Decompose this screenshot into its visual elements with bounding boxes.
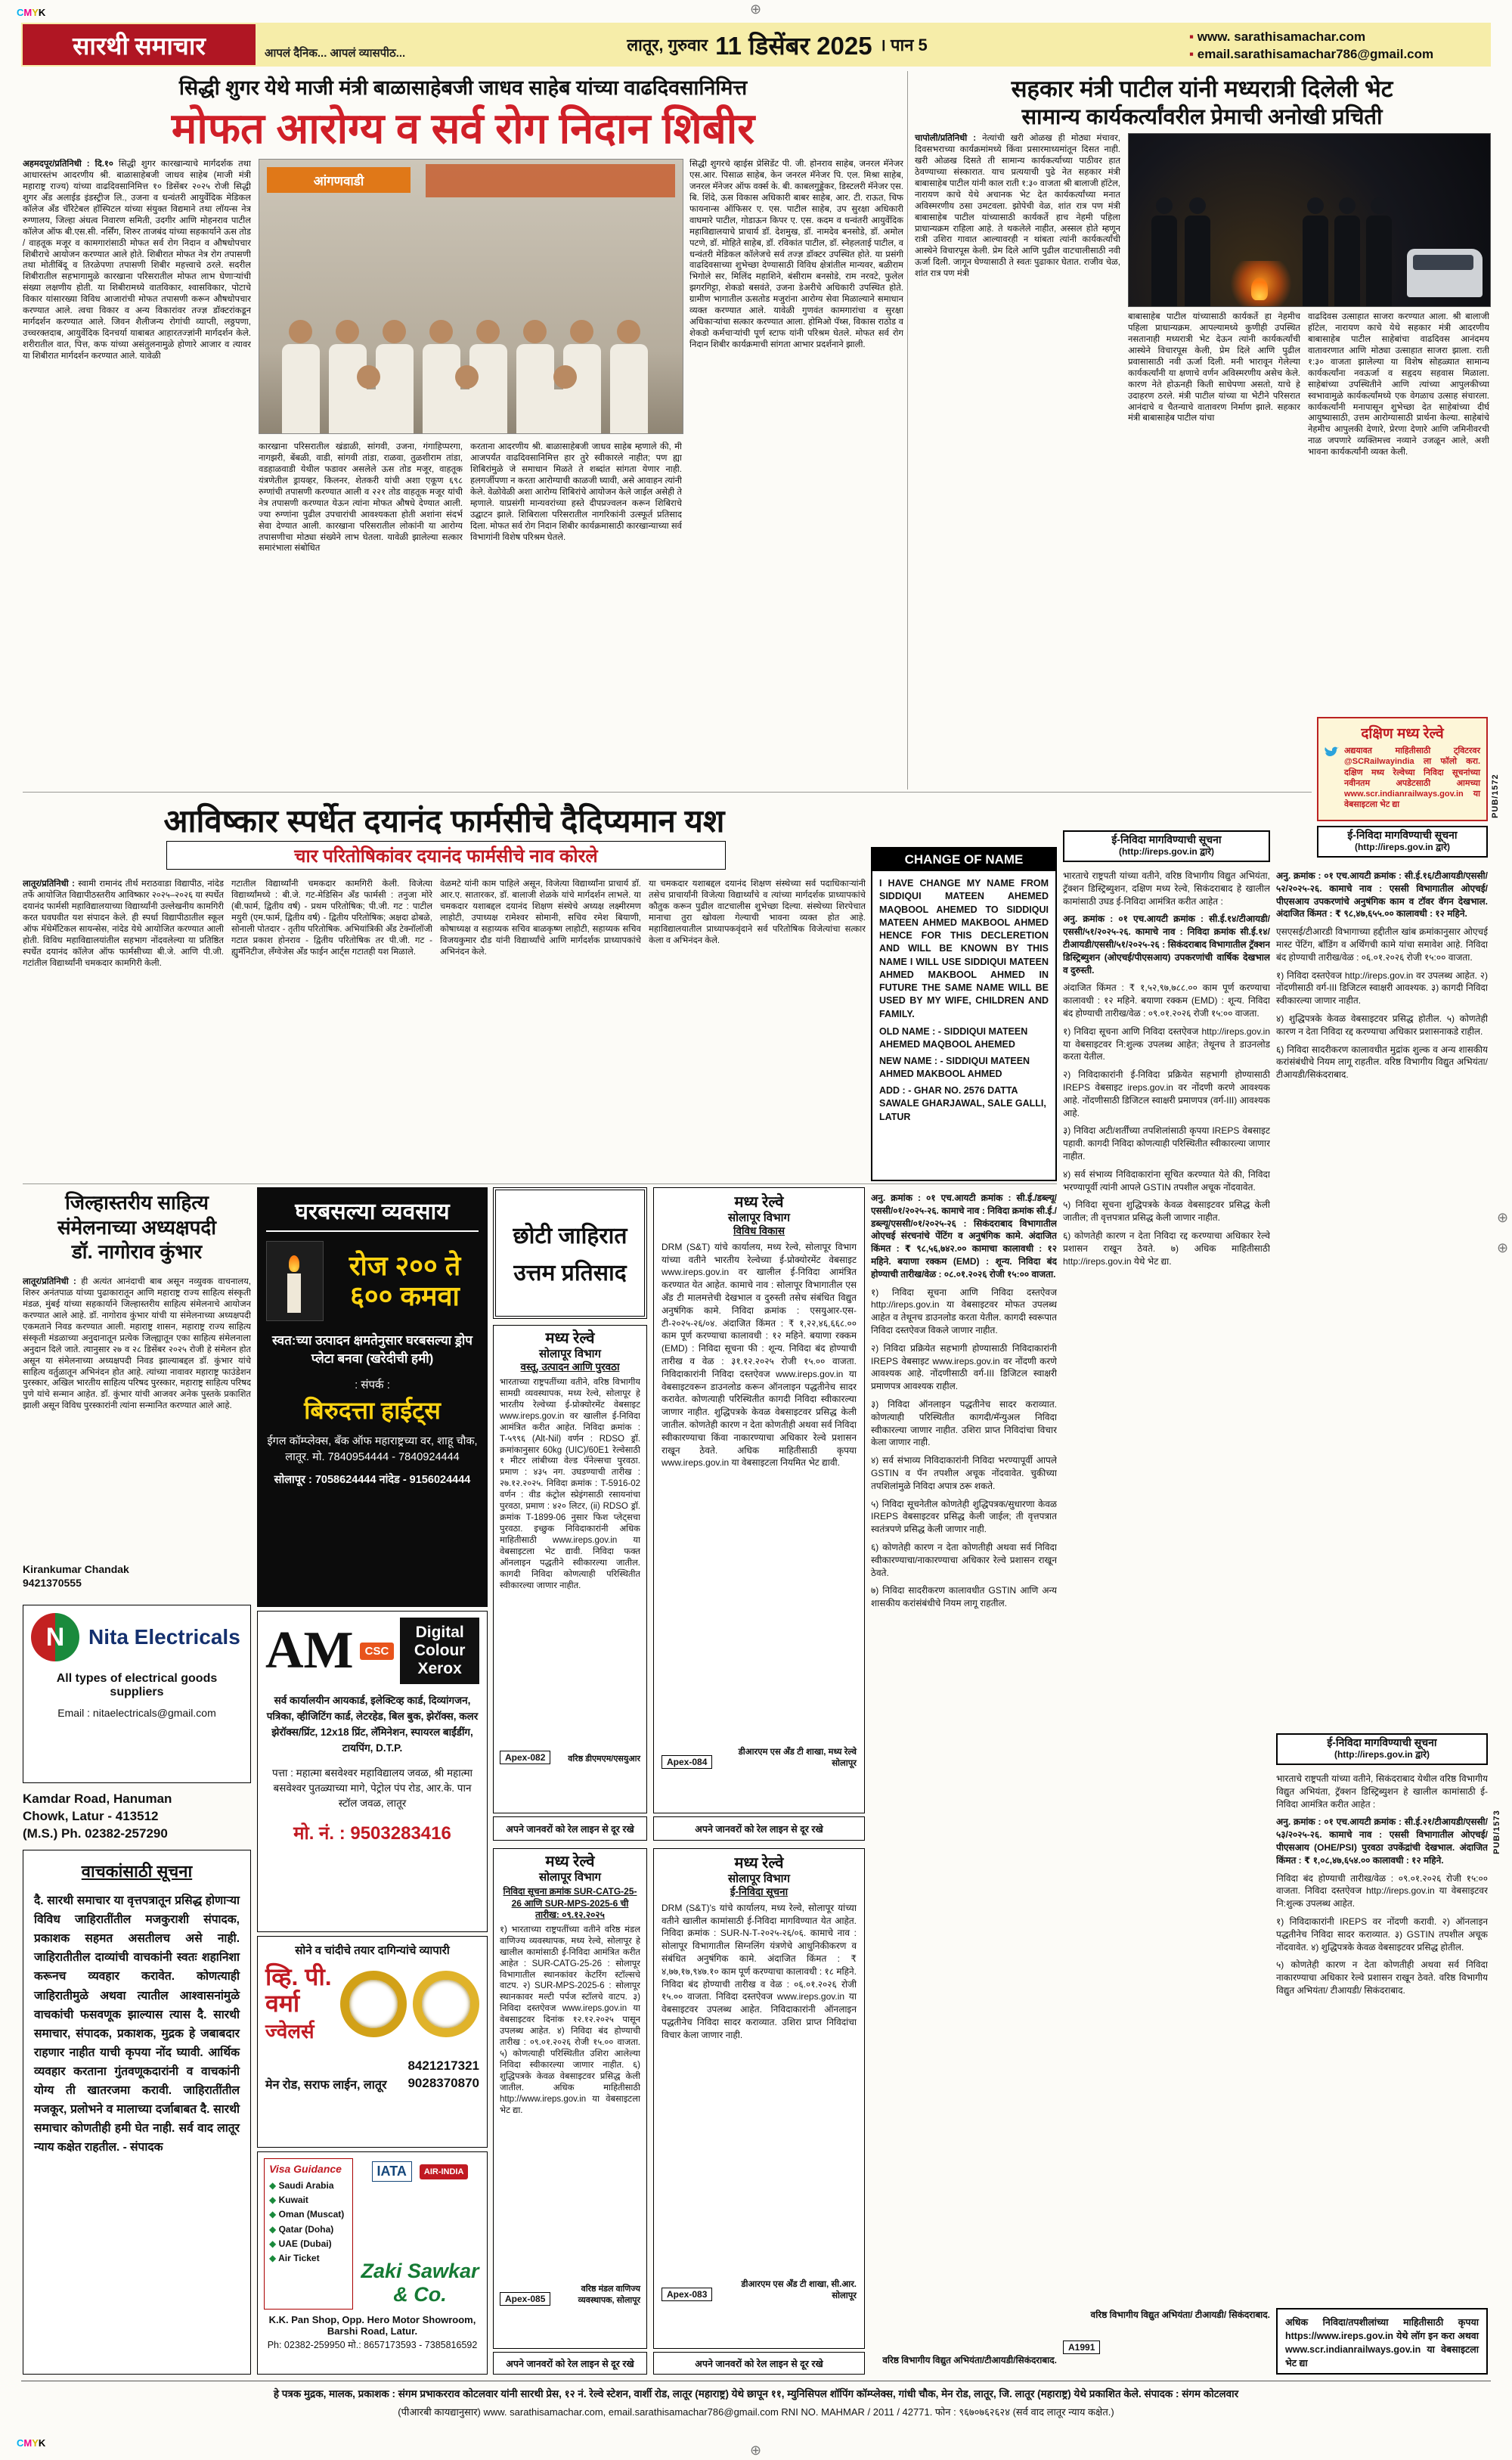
jilha-headline-1: जिल्हास्तरीय साहित्य — [65, 1191, 209, 1214]
person-figure — [547, 389, 584, 434]
sahakar-body-1: नेत्यांची खरी ओळख ही मोठ्या मंचावर, दिवसभराच्या कार्यक्रमांमध्ये किंवा प्रसारमाध्यमांतून दिसत नाही. खरी ओळख दिसते ती सामान्य कार्यकर्त्याच्या पाठीवर हात ठेवण्याच्या संस्कारात. याच प्रत्ययाची पुढे नेत सहकार मंत्री बाबासाहेब पाटील यांनी काल राती १:३० वाजता श्री बालाजी हॉटेल, नारायण काचे येथे अचानक भेट देत कार्यकर्त्यांच्या मनात अविस्मरणीय ठसा उमटवला. झोपेची वेळ, शांत रात्र पण मंत्री बाबासाहेब पाटील यांच्यासाठी कार्यकर्ते हाच नेहमी पहिला प्राधान्यक्रम राहिला आहे. ते थकलेले नाहीत, अस्सल होते म्हणून रात्री उशिरा गावात आल्यावरही न थांबता त्यांनी कार्यकर्त्यांची आस्थेने विचारपूस केली. प्रेम दिले आणि पुढील वाटचालीसाठी नवी ऊर्जा दिली. जागून घेण्यासाठी ते स्वतः पुढाकार घेतात. राजीव चेळ, शांत रात्र पण मंत्री — [915, 134, 1120, 279]
change-of-name-old: OLD NAME : - SIDDIQUI MATEEN AHEMED MAQBOOL AHEMED — [879, 1025, 1028, 1050]
choti-jahirat-box — [493, 1187, 647, 1319]
earn-line-2: ६०० कमवा — [350, 1280, 460, 1311]
nita-electricals-ad — [23, 1605, 251, 1783]
gharbasalya-title: घरबसल्या व्यवसाय — [266, 1195, 479, 1232]
vehicle-shape — [1407, 249, 1483, 297]
section-divider — [23, 1183, 1057, 1184]
bullet-icon: ◆ — [269, 2195, 277, 2206]
masthead-dateline — [550, 23, 1004, 67]
varma-phone-1: 8421217321 — [407, 2058, 479, 2074]
registration-mark-icon: ⊕ — [750, 2443, 762, 2458]
nita-address — [23, 1791, 251, 1843]
bonfire-flame — [1251, 278, 1268, 300]
column-rule — [907, 71, 908, 789]
tender-para: एसएसई/टीआरडी विभागाच्या हद्दीतील खांब क्रमांकानुसार ओएचई मास्ट पेंटिंग, बाँडिंग व अर्थिंगची कामे यांचा समावेश आहे. निविदा बंद होण्याची तारीख/वेळ : ०६.०१.२०२६ रोजी १५:०० वाजता. — [1276, 926, 1488, 963]
sahakar-headline-2: सामान्य कार्यकर्त्यांवरील प्रेमाची अनोखी प्रचिती — [1021, 105, 1383, 129]
gharbasalya-description: स्वत:च्या उत्पादन क्षमतेनुसार घरबसल्या ड्रोप प्लेटा बनवा (खरेदीची हमी) — [272, 1333, 472, 1366]
cmyk-c2: C — [17, 2437, 24, 2449]
lead-headline: मोफत आरोग्य व सर्व रोग निदान शिबीर — [171, 104, 755, 152]
cmyk-mark-bottom — [17, 2437, 45, 2450]
newspaper-logo-text: सारथी समाचार — [73, 33, 206, 60]
scr-follow-ad — [1317, 717, 1488, 821]
tender-para: २) निविदाकारांनी ई-निविदा प्रक्रियेत सहभागी होण्यासाठी IREPS वेबसाइट ireps.gov.in वर नोंदणी करणे आवश्यक आहे. नोंदणीसाठी डिजिटल स्वाक्षरी प्रमाणपत्र (वर्ग-III) आवश्यक आहे. — [1063, 1069, 1270, 1118]
jilha-headline-2: संमेलनाच्या अध्यक्षपदी — [57, 1215, 216, 1239]
cr-d-title: मध्य रेल्वे — [734, 1855, 784, 1872]
pub-code-1572: PUB/1572 — [1491, 774, 1500, 818]
masthead — [21, 23, 1491, 67]
visa-country: Oman (Muscat) — [278, 2209, 345, 2220]
tender-para: ४) शुद्धिपत्रके केवळ वेबसाइटवर प्रसिद्ध होतील. ५) कोणतेही कारण न देता निविदा रद्द करण्याचा अधिकार प्रशासनाकडे राहील. — [1276, 1013, 1488, 1037]
twitter-bird-icon — [1325, 746, 1340, 762]
avishkar-column-2: गटातील विद्यार्थ्यांनी चमकदार कामगिरी केली. विजेत्या विद्यार्थ्यांमध्ये : बी.जे. गट-मेडिसिन अँड फार्मसी : तनुजा मोरे (बी.फार्म, द्वितीय वर्ष) - प्रथम परितोषिक; पी.जी. गट : पाटील मयुरी (एम.फार्म, द्वितीय वर्ष) - द्वितीय परितोषिक; अक्षदा ढोबळे, सोनाली पोतदार - तृतीय परितोषिक. अभियांत्रिकी अँड टेक्नॉलॉजी गटात प्रकाश होनराव - द्वितीय परितोषिक तर पी.जी. गट - ह्युमॅनिटीज, लँग्वेजेस अँड फाईन आर्ट्स गटातही यश मिळाले. — [231, 879, 432, 957]
csc-logo: CSC — [360, 1643, 395, 1660]
central-railway-box-c — [493, 1848, 647, 2349]
jilha-body — [23, 1277, 251, 1558]
cr-a-apex-code: Apex-082 — [500, 1751, 550, 1764]
contact-label: : संपर्क : — [355, 1378, 390, 1391]
cmyk-m2: M — [23, 2437, 33, 2449]
silhouette-figure — [1303, 216, 1328, 306]
tender-para: ६) कोणतेही कारण न देता कोणतीही अथवा सर्व निविदा स्वीकारण्याचा/नाकारण्याचा अधिकार रेल्वे प्रशासन राखून ठेवते. — [871, 1541, 1057, 1578]
earn-line-1: रोज २०० ते — [349, 1250, 461, 1282]
cmyk-y2: Y — [32, 2437, 39, 2449]
cr-b-footer: अपने जानवरों को रेल लाइन से दूर रखे — [653, 1816, 865, 1841]
avishkar-column-1 — [23, 879, 224, 1180]
cr-c-division: सोलापूर विभाग — [538, 1871, 601, 1884]
cr-b-signoff: डीआरएम एस अँड टी शाखा, मध्य रेल्वे सोलापूर — [738, 1747, 857, 1768]
zaki-sawkar-name: Zaki Sawkar & Co. — [361, 2259, 479, 2306]
cmyk-k2: K — [38, 2437, 46, 2449]
cmyk-y: Y — [32, 7, 39, 18]
cr-d-category: ई-निविदा सूचना — [730, 1886, 789, 1897]
tender-para: ५) कोणतेही कारण न देता कोणतीही अथवा सर्व निविदा नाकारण्याचा अधिकार रेल्वे प्रशासन राखून ठेवते. वरिष्ठ विभागीय विद्युत अभियंता/ टीआयडी/ सिकंदराबाद. — [1276, 1959, 1488, 1996]
etender-header-line2: (http://ireps.gov.in द्वारे) — [1118, 845, 1215, 857]
choti-line-2: उत्तम प्रतिसाद — [513, 1261, 627, 1286]
etender-header-line1: ई-निविदा मागविण्याची सूचना — [1327, 1736, 1437, 1748]
more-tenders-text: अधिक निविदा/तपशीलांच्या माहितीसाठी कृपया https://www.ireps.gov.in येथे लॉग इन करा अथवा www.scr.indianrailways.gov.in या वेबसाइटला भेट द्या — [1285, 2317, 1479, 2369]
bullet-icon: ◆ — [269, 2180, 277, 2191]
newspaper-logo — [23, 24, 256, 65]
reader-notice-body: दै. सारथी समाचार या वृत्तपत्रातून प्रसिद्ध होणाऱ्या विविध जाहिरातींतील मजकुराशी संपादक, प्रकाशक सहमत असतीलच असे नाही. जाहिरातीतील दाव्यांची वाचकांनी स्वतः शहानिशा करूनच व्यवहार करावेत. कोणत्याही जाहिरातीमुळे अथवा त्यातील आश्वासनांमुळे वाचकांची फसवणूक झाल्यास त्यास दै. सारथी समाचार, संपादक, प्रकाशक, मुद्रक हे जबाबदार राहणार नाहीत याची कृपया नोंद घ्यावी. आर्थिक व्यवहार करताना गुंतवणूकदारांनी व वाचकांनी योग्य ती खातरजमा करावी. जाहिरातींतील मजकूर, प्रलोभने व मालाच्या दर्जाबाबत दै. सारथी समाचार कोणतीही हमी घेत नाही. सर्व वाद लातूर न्याय कक्षेत राहतील. - संपादक — [34, 1894, 240, 2154]
tender-para: ५) निविदा सूचनेतील कोणतेही शुद्धिपत्रक/सुधारणा केवळ IREPS वेबसाइटवर प्रसिद्ध केली जाईल; ती वृत्तपत्रात स्वतंत्रपणे प्रसिद्ध केली जाणार नाही. — [871, 1498, 1057, 1535]
cr-d-signoff: डीआरएम एस अँड टी शाखा, सी.आर. सोलापूर — [741, 2279, 857, 2300]
section-divider — [23, 792, 1312, 793]
tender-para: १) निविदा सूचना आणि निविदा दस्तऐवज http://ireps.gov.in या वेबसाइटवर नि:शुल्क उपलब्ध आहेत; तेथूनच ते डाउनलोड करता येतील. — [1063, 1025, 1270, 1062]
cr-b-division: सोलापूर विभाग — [727, 1211, 790, 1224]
nita-address-2: Chowk, Latur - 413512 — [23, 1808, 159, 1823]
registration-mark-icon: ⊕ — [750, 2, 762, 17]
tender-para: अनु. क्रमांक : ०१ एच.आयटी क्रमांक : सी.ई./डब्ल्यू/एससी/०१/२०२५-२६. कामाचे नाव : निविदा क्रमांक सी.ई./डब्ल्यू/एससी/०१/२०२५-२६ : सिकंदराबाद विभागातील ओएचई संरचनांचे पेंटिंग व अनुषंगिक कामे. अंदाजित किंमत : ₹ ९८,५६,७४२.०० कामाचा कालावधी : १२ महिने. बयाणा रक्कम (EMD) : शून्य. निविदा बंद होण्याची तारीख/वेळ : ०८.०१.२०२६ रोजी १५:०० वाजता. — [871, 1193, 1057, 1280]
jilha-body-text: ही अत्यंत आनंदाची बाब असून नव्युवक वाचनालय, शिरुर अनंतपाळ यांच्या पुढाकारातून आणि महाराष्ट्र राज्य साहित्य संस्कृती मंडळ, मुंबई यांच्या सहकार्याने जिल्हास्तरीय साहित्य संमेलनाचे आयोजन करण्यात आले आहे. डॉ. नागोराव कुंभार यांची या संमेलनाच्या अध्यक्षपदी एकमताने निवड करण्यात आली. महाराष्ट्र शासन, महाराष्ट्र राज्य साहित्य संस्कृती मंडळाच्या अनुदानातून प्रत्येक जिल्ह्यातून एका साहित्य संमेलनाला अनुदान दिले जाते. त्यानुसार २७ व २८ डिसेंबर २०२५ रोजी हे संमेलन होत असून या संमेलनाच्या अध्यक्षपदी निवड झाल्याबद्दल डॉ. कुंभार यांचे साहित्य वर्तुळातून अभिनंदन होत आहे. त्यांच्या नावावर महाराष्ट्र फाउंडेशन पुरस्कार, अखिल भारतीय साहित्य परिषद पुरस्कार, महाराष्ट्र साहित्य परिषद पुणे यांचे सन्मान आहेत. डॉ. कुंभार यांची आजवर अनेक पुस्तके प्रकाशित झाली असून विविध पुरस्कारांनी त्यांना सन्मानित करण्यात आले आहे. — [23, 1277, 251, 1411]
tender-para: १) निविदा सूचना आणि निविदा दस्तऐवज http://ireps.gov.in या वेबसाइटवर मोफत उपलब्ध आहेत व तेथूनच डाउनलोड करता येतील. कागदी स्वरूपात निविदा दस्तऐवज विकले जाणार नाहीत. — [871, 1286, 1057, 1335]
silhouette-figure — [1334, 216, 1360, 306]
etender-header-line1: ई-निविदा मागविण्याची सूचना — [1347, 829, 1458, 841]
lead-column-3: करताना आदरणीय श्री. बाळासाहेबजी जाधव साहेब म्हणाले की, मी आजपर्यंत वाढदिवसानिमित्त हार तुरे स्वीकारले नाहीत; पण ह्या शिबिरांमुळे जे समाधान मिळते ते शब्दांत सांगता येणार नाही. हलगर्जीपणा न करता आरोग्याची काळजी घ्यावी, असे आवाहन त्यांनी केले. वेळोवेळी अशा आरोग्य शिबिरांचे आयोजन केले जाईल असेही ते म्हणाले. याप्रसंगी मान्यवरांच्या हस्ते दीपप्रज्वलन करून शिबिराचे उद्घाटन झाले. शिबिराला परिसरातील नागरिकांनी उत्स्फूर्त प्रतिसाद दिला. मोफत सर्व रोग निदान शिबीर कार्यक्रमासाठी कारखान्याच्या सर्व विभागांनी विशेष परिश्रम घेतले. — [470, 442, 682, 542]
etender-header-line1: ई-निविदा मागविण्याची सूचना — [1111, 833, 1222, 845]
cr-a-footer: अपने जानवरों को रेल लाइन से दूर रखे — [493, 1816, 647, 1841]
cr-b-apex-code: Apex-084 — [662, 1755, 712, 1769]
change-of-name-notice — [871, 847, 1057, 1181]
sahakar-byline: चापोली/प्रतिनिधी : — [915, 134, 977, 143]
sahakar-column-3: वाढदिवस उत्साहात साजरा करण्यात आला. श्री बालाजी हॉटेल, नारायण काचे येथे सहकार मंत्री आदरणीय बाबासाहेब पाटील साहेबांचा वाढदिवस आनंदमय वातावरणात आणि मोठ्या उत्साहात साजरा झाला. राती १:३० वाजता झालेल्या या विशेष सोहळ्यात सामान्य कार्यकर्त्यांना नवऊर्जा व सहृदय सहवास मिळाला. साहेबांच्या उपस्थितीने आणि त्यांच्या आपुलकीच्या स्वभावामुळे कार्यकर्त्यांमध्ये एक वेगळाच उत्साह संचारला. कार्यकर्त्यांनी मनापासून शुभेच्छा देत साहेबांच्या दीर्घ आयुष्यासाठी, उत्तम आरोग्यासाठी प्रार्थना केल्या. साहेबांचे नेहमीच आपुलकी देणारे, प्रेरणा देणारे आणि जमिनीवरची नाळ जपणारे व्यक्तिमत्त्व नव्याने उजळून आले, अशी भावना कार्यकर्त्यांनी व्यक्त केली. — [1308, 312, 1489, 458]
person-figure — [448, 389, 486, 434]
bullet-icon: ▪ — [1189, 46, 1194, 61]
zaki-sawkar-ad — [257, 2151, 488, 2375]
lead-byline: अहमदपूर/प्रतिनिधी : दि.१० — [23, 160, 113, 169]
silhouette-figure — [1151, 216, 1177, 306]
registration-mark-icon: ⊕ — [1497, 1240, 1509, 1255]
scr-tender-column-d — [1063, 870, 1270, 2299]
etender-header-colE — [1276, 1733, 1488, 1765]
jilha-headline — [23, 1190, 251, 1264]
cr-d-body: DRM (S&T)'s यांचे कार्यालय, मध्य रेल्वे, सोलापूर यांच्या वतीने खालील कामांसाठी ई-निविदा मागविण्यात येत आहेत. निविदा क्रमांक : SUR-N-T-२०२५-२६/०६. कामाचे नाव : सोलापूर विभागातील सिग्नलिंग यंत्रणेचे आधुनिकीकरण व संबंधित अनुषंगिक कामे. अंदाजित किंमत : ₹ ४,७७,१७,९४७.१० काम पूर्ण करण्याचा कालावधी : १८ महिने. निविदा बंद होण्याची तारीख व वेळ : ०६.०१.२०२६ रोजी १५.०० वाजता. निविदा दस्तऐवज www.ireps.gov.in या वेबसाइटवर उपलब्ध आहेत. निविदाकारांनी ऑनलाइन पद्धतीनेच निविदा सादर कराव्यात. उशिरा प्राप्त निविदांचा विचार केला जाणार नाही. — [662, 1902, 857, 2040]
air-india-logo: AIR-INDIA — [420, 2164, 469, 2179]
visa-guidance-box — [264, 2158, 353, 2310]
cmyk-c: C — [17, 7, 24, 18]
cmyk-m: M — [23, 7, 33, 18]
photo-banner — [267, 167, 411, 193]
bangle-icon — [340, 1971, 407, 2037]
zaki-address: K.K. Pan Shop, Opp. Hero Motor Showroom, Barshi Road, Latur. — [268, 2314, 476, 2337]
cr-c-footer: अपने जानवरों को रेल लाइन से दूर रखे — [493, 2352, 647, 2375]
nita-description: All types of electrical goods suppliers — [56, 1672, 218, 1698]
cr-a-division: सोलापूर विभाग — [538, 1348, 601, 1360]
cr-b-category: विविध विकास — [733, 1225, 785, 1236]
tender-para: १) निविदाकारांनी IREPS वर नोंदणी करावी. २) ऑनलाइन पद्धतीनेच निविदा सादर कराव्यात. ३) GSTIN तपशील अचूक नोंदवावेत. ४) शुद्धिपत्रके केवळ वेबसाइटवर प्रसिद्ध होतील. — [1276, 1916, 1488, 1953]
jilha-byline: लातूर/प्रतिनिधी : — [23, 1277, 76, 1286]
nita-name: Nita Electricals — [88, 1625, 240, 1649]
dateline-date: 11 डिसेंबर 2025 — [715, 31, 872, 60]
contact-phone: 9421370555 — [23, 1577, 82, 1590]
gharbasalya-address: ईगल कॉम्प्लेक्स, बँक ऑफ महाराष्ट्रच्या वर, शाहू चौक, लातूर. मो. 7840954444 - 7840924444 — [267, 1435, 478, 1463]
tender-para: अनु. क्रमांक : ०१ एच.आयटी क्रमांक : सी.ई.१६/टीआयडी/एससी/५२/२०२५-२६. कामाचे नाव : एससी विभागातील ओएचई/पीएसआय उपकरणांचे अनुषंगिक काम व टॉवर वॅगन देखभाल. अंदाजित किंमत : ₹ ९८,४७,६५५.०० कालावधी : १२ महिने. — [1276, 870, 1488, 920]
ad-code-text: A1991 — [1063, 2341, 1100, 2354]
cr-d-apex-code: Apex-083 — [662, 2288, 712, 2301]
contact-name: Kirankumar Chandak — [23, 1563, 129, 1575]
varma-description: सोने व चांदीचे तयार दागिन्यांचे व्यापारी — [295, 1944, 450, 1957]
cr-d-footer: अपने जानवरों को रेल लाइन से दूर रखे — [653, 2352, 865, 2375]
avishkar-headline: आविष्कार स्पर्धेत दयानंद फार्मसीचे दैदिप्यमान यश — [163, 803, 725, 839]
varma-address: मेन रोड, सराफ लाईन, लातूर — [265, 2079, 387, 2092]
tender-para: भारताचे राष्ट्रपती यांच्या वतीने, वरिष्ठ विभागीय विद्युत अभियंता, ट्रॅक्शन डिस्ट्रिब्युशन, दक्षिण मध्य रेल्वे, सिकंदराबाद हे खालील कामांसाठी उघड ई-निविदा आमंत्रित करीत आहेत : — [1063, 870, 1270, 907]
cr-c-title: मध्य रेल्वे — [545, 1854, 595, 1870]
nita-logo-icon — [31, 1613, 79, 1661]
central-railway-box-d — [653, 1848, 865, 2349]
avishkar-column-4: या चमकदार यशाबद्दल दयानंद शिक्षण संस्थेच्या सर्व पदाधिकाऱ्यांनी तसेच प्राचार्यांनी विजेत्या विद्यार्थ्यांचे व त्यांच्या मार्गदर्शक प्राध्यापकांचे कौतुक करून पुढील वाटचालीस शुभेच्छा दिल्या. संस्थेच्या शिरपेचात मानाचा तुरा खोवला गेल्याची भावना व्यक्त होत आहे. महाविद्यालयातील प्राध्यापकवृंदाने सर्व परितोषिक विजेत्यांचा सत्कार केला व अभिनंदन केले. — [649, 879, 866, 945]
change-of-name-address: ADD : - GHAR NO. 2576 DATTA SAWALE GHARJAWAL, SALE GALLI, LATUR — [879, 1084, 1046, 1122]
lead-column-2: कारखाना परिसरातील खंडाळी, सांगवी, उजना, गंगाहिप्परगा, नागझरी, बेंबळी, वाडी, सांगवी तांडा, राळवा, तुळशीराम तांडा, वडहाळवाडी येथील फडावर असलेले ऊस तोड मजूर, वाहतूक यंत्रणेतील ड्रायव्हर, किलनर, शेतकरी यांची अशा एकूण ६९८ रुग्णांची तपासणी करण्यात आली व २२१ तोड वाहतूक मजूर यांची नेत्र तपासणी करण्यात येऊन त्यांना मोफत औषधे देण्यात आली. ज्या रुग्णांना पुढील उपचारांची आवश्यकता होती अशांना संदर्भ सेवा देण्यात आली. कारखाना परिसरातील लोकांनी या आरोग्य तपासणीचा मोठ्या संख्येने लाभ घेतला. यावेळी झालेल्या सत्कार समारंभाला संबोधित — [259, 442, 463, 554]
am-logo: AM — [265, 1621, 354, 1680]
tender-para: भारताचे राष्ट्रपती यांच्या वतीने, सिकंदराबाद येथील वरिष्ठ विभागीय विद्युत अभियंता, ट्रॅक्शन डिस्ट्रिब्युशन हे खालील कामांसाठी ई-निविदा आमंत्रित करीत आहेत : — [1276, 1773, 1488, 1810]
cr-b-body: DRM (S&T) यांचे कार्यालय, मध्य रेल्वे, सोलापूर विभाग यांच्या वतीने भारतीय रेल्वेच्या ई-प्रोक्योरमेंट वेबसाइट www.ireps.gov.in वर खालील ई-निविदा आमंत्रित करण्यात येत आहेत. कामाचे नाव : सोलापूर विभागातील एस अँड टी मालमत्तेची देखभाल व दुरुस्ती तसेच संबंधित विद्युत अनुषंगिक कामे. निविदा क्रमांक : एसयुआर-एस-टी-२०२५-२६/०४. अंदाजित किंमत : ₹ १,२२,४६,६६८.०० काम पूर्ण करण्याचा कालावधी : १२ महिने. बयाणा रक्कम (EMD) : निविदा सूचना फी : शून्य. निविदा बंद होण्याची तारीख व वेळ : ३१.१२.२०२५ रोजी १५.०० वाजता. निविदाकारांनी निविदा दस्तऐवज www.ireps.gov.in या वेबसाइटवरून डाउनलोड करून ऑनलाइन पद्धतीनेच सादर करावेत. कोणत्याही परिस्थितीत कागदी निविदा स्वीकारल्या जाणार नाहीत. शुद्धिपत्रके केवळ वेबसाइटवर प्रसिद्ध केली जातील. कोणतेही कारण न देता कोणतीही अथवा सर्व निविदा स्वीकारण्याचा किंवा नाकारण्याचा अधिकार रेल्वे प्रशासन राखून ठेवते. अधिक माहितीसाठी कृपया www.ireps.gov.in या वेबसाइटला नियमित भेट द्यावी. — [662, 1241, 857, 1469]
iata-logo: IATA — [372, 2161, 412, 2182]
cr-a-body: भारताच्या राष्ट्रपतींच्या वतीने, वरिष्ठ विभागीय सामग्री व्यवस्थापक, मध्य रेल्वे, सोलापूर हे भारतीय रेल्वेच्या ई-प्रोक्योरमेंट वेबसाइट www.ireps.gov.in वर खालील ई-निविदा आमंत्रित करीत आहेत. निविदा क्रमांक : T-५९९६ (Alt-Nil) वर्णन : RDSO ड्रॉ. क्रमांकानुसार 60kg (UIC)/60E1 रेल्वेसाठी १ मीटर लांबीच्या वेल्ड पॅनेल्सचा पुरवठा. प्रमाण : ४३५ नग. उघडण्याची तारीख : २७.१२.२०२५. निविदा क्रमांक : T-5916-02 वर्णन : वीड कंट्रोल स्प्रेइंगसाठी रसायनांचा पुरवठा, प्रमाण : ४२० लिटर, (ii) RDSO ड्रॉ. क्रमांक T-1899-06 नुसार फिश प्लेट्सचा पुरवठा. इच्छुक निविदाकारांनी अधिक माहितीसाठी www.ireps.gov.in या वेबसाइटला भेट द्यावी. निविदा फक्त ऑनलाइन पद्धतीने स्वीकारल्या जातील. कागदी निविदा कोणत्याही परिस्थितीत स्वीकारल्या जाणार नाहीत. — [500, 1377, 640, 1590]
lead-photo — [259, 159, 683, 434]
scr-column0-signoff: वरिष्ठ विभागीय विद्युत अभियंता/टीआयडी/सिकंदराबाद. — [882, 2355, 1057, 2365]
bangle-icon — [413, 1971, 479, 2037]
am-xerox-address: पत्ता : महात्मा बसवेश्वर महाविद्यालय जवळ, श्री महात्मा बसवेश्वर पुतळ्याच्या मागे, पेट्रोल पंप रोड, आर.के. पान स्टॉल जवळ, लातूर — [271, 1767, 473, 1810]
silhouette-figure — [1185, 216, 1210, 306]
silhouette-figure — [1366, 216, 1392, 306]
lead-column-1 — [23, 159, 251, 789]
cmyk-mark-top — [17, 6, 45, 20]
bangles-image — [340, 1971, 479, 2037]
tender-para: ५) निविदा सूचना शुद्धिपत्रके केवळ वेबसाइटवर प्रसिद्ध केली जातील; ती वृत्तपत्रात प्रसिद्ध केली जाणार नाहीत. — [1063, 1199, 1270, 1224]
change-of-name-new: NEW NAME : - SIDDIQUI MATEEN AHMED MAKBOOL AHMED — [879, 1055, 1030, 1080]
bullet-icon: ◆ — [269, 2252, 277, 2263]
tender-para: १) निविदा दस्तऐवज http://ireps.gov.in वर उपलब्ध आहेत. २) नोंदणीसाठी वर्ग-III डिजिटल स्वाक्षरी आवश्यक. ३) कागदी निविदा स्वीकारल्या जाणार नाहीत. — [1276, 969, 1488, 1007]
sahakar-column-1 — [915, 133, 1120, 788]
am-xerox-services: सर्व कार्यालयीन आयकार्ड, इलेक्टिव्ह कार्ड, दिव्यांगजन, पत्रिका, व्हीजिटिंग कार्ड, लेटरहेड, बिल बुक, झेरॉक्स, कलर झेरॉक्स/प्रिंट, 12x18 प्रिंट, लॅमिनेशन, स्पायरल बाईंडींग, टायपिंग, D.T.P. — [266, 1695, 479, 1754]
cr-a-title: मध्य रेल्वे — [545, 1330, 595, 1347]
change-of-name-title: CHANGE OF NAME — [872, 848, 1055, 871]
avishkar-byline: लातूर/प्रतिनिधी : — [23, 879, 75, 889]
sahakar-column-2: बाबासाहेब पाटील यांच्यासाठी कार्यकर्ते हा नेहमीच पहिला प्राधान्यक्रम. आपल्यामध्ये कुणीही उपस्थित नसतानाही मध्यरात्री भेट देऊन त्यांनी कार्यकर्त्यांची आस्थेने विचारपूस केली, प्रेम दिले आणि पुढील प्रवासासाठी नवी ऊर्जा दिली. मनी भारावून गेलेल्या कार्यकर्त्यांनी या क्षणाचे वर्णन अविस्मरणीय असेच केले. कारण नेते होऊनही किती साधेपणा असतो, याचे हे उदाहरण ठरले. मंत्री पाटील यांच्या या भेटीने परिसरात आनंदाचे व चैतन्याचे वातावरण निर्माण झाले. सहकार मंत्री बाबासाहेब पाटील यांचा — [1128, 312, 1300, 423]
cr-c-notice-number: निविदा सूचना क्रमांक SUR-CATG-25-26 आणि SUR-MPS-2025-6 ची तारीख: ०९.१२.२०२५ — [503, 1886, 637, 1921]
jilha-contact — [23, 1562, 129, 1590]
photo-backdrop-banner — [426, 164, 675, 197]
reader-notice-box — [23, 1850, 251, 2375]
imprint-line-1: हे पत्रक मुद्रक, मालक, प्रकाशक : संगम प्रभाकरराव कोटलवार यांनी सारथी प्रेस, १२ नं. रेल्वे स्टेशन, वार्शी रोड, लातूर (महाराष्ट्र) येथे छापून ११, म्युनिसिपल शॉपिंग कॉम्प्लेक्स, गांधी चौक, मेन रोड, लातूर, जि. लातूर (महाराष्ट्र) येथे प्रकाशित केले. संपादक : संगम कोटलवार — [273, 2388, 1239, 2400]
imprint-line-2: (पीआरबी कायद्यानुसार) www. sarathisamachar.com, email.sarathisamachar786@gmail.com RNI NO. MAHMAR / 2011 / 42771. फोन : ९६७०७६२६२४ (सर्व वाद लातूर न्याय कक्षेत.) — [398, 2406, 1114, 2418]
cr-d-division: सोलापूर विभाग — [727, 1872, 790, 1885]
bullet-icon: ◆ — [269, 2209, 277, 2220]
scr-follow-title: दक्षिण मध्य रेल्वे — [1361, 726, 1444, 742]
etender-header-right — [1317, 826, 1488, 858]
lead-kicker: सिद्धी शुगर येथे माजी मंत्री बाळासाहेबजी जाधव साहेब यांच्या वाढदिवसानिमित्त — [178, 76, 748, 99]
lead-column-4: सिद्धी शुगरचे व्हाईस प्रेसिडेंट पी. जी. होनराव साहेब, जनरल मॅनेजर एस.आर. पिसाळ साहेब, केन जनरल मॅनेजर पि. एल. मिश्रा साहेब, जनरल मॅनेजर ऑफ वर्क्स के. बी. काबलगुड्डेकर, डिस्टलरी मॅनेजर एस. बि. शिंदे, ऊस विकास अधिकारी बाबर साहेब, आर. टी. राऊत, चिफ फायनान्स ऑफिसर ए. एस. पाटील साहेब, उप सुरक्षा अधिकारी वाघमारे पाटील, गोडाऊन किपर ए. एस. कदम व धन्वंतरी आयुर्वेदिक महाविद्यालयाचे प्राचार्य डॉ. देशमुख, डॉ. नामदेव बनसोडे, डॉ. अमोल पटणे, डॉ. मोहिते साहेब, डॉ. रविकांत पाटील, डॉ. स्नेहलताई पाटील, व धन्वंतरी मेडिकल कॉलेजचे सर्व तज्ज्ञ डॉक्टर उपस्थित होते. या प्रसंगी वाढदिवसाच्या शुभेच्छा देण्यासाठी विविध क्षेत्रांतील मान्यवर, बळीराम भिगोले सर, मिलिंद महाशिने, बंसीराम बनसोडे, राम नरवटे, फुलेल झगरगिट्टा, शेकडो बसवंते, उजना डेअरीचे अधिकारी उपस्थित होते. ग्रामीण भागातील ऊसतोड मजुरांना आरोग्य सेवा मिळाल्याने समाधान व्यक्त करण्यात आले. यावेळी गुणवंत कामगारांचा व सुरक्षा अधिकाऱ्यांचा सत्कार करण्यात आला. होमिओ पॅथ्स, विकास राठोड व शेकडो कर्मचाऱ्यांची पूर्ण स्टाफ यांनी परिश्रम घेतले. मोफत सर्व रोग निदान शिबीर कार्यक्रमाची सांगता आभार प्रदर्शनाने झाली. — [689, 160, 903, 349]
dateline-page-number: । पान 5 — [879, 36, 928, 54]
cr-b-title: मध्य रेल्वे — [734, 1194, 784, 1211]
visa-country: UAE (Dubai) — [278, 2238, 332, 2249]
choti-line-1: छोटी जाहिरात — [513, 1224, 627, 1249]
scr-tender-column-e-bottom — [1276, 1773, 1488, 2302]
masthead-website: www. sarathisamachar.com — [1197, 29, 1366, 44]
cr-c-apex-code: Apex-085 — [500, 2292, 550, 2306]
am-xerox-phone: मो. नं. : 9503283416 — [293, 1823, 451, 1844]
visa-guidance-title: Visa Guidance — [269, 2163, 342, 2175]
visa-country: Kuwait — [278, 2195, 308, 2206]
tender-para: ७) निविदा सादरीकरण कालावधीत GSTIN आणि अन्य शासकीय करांसंबंधीचे नियम लागू राहतील. — [871, 1585, 1057, 1609]
pub-code-1573: PUB/1573 — [1492, 1810, 1501, 1854]
tender-para: अनु. क्रमांक : ०१ एच.आयटी क्रमांक : सी.ई.१४/टीआयडी/एससी/५१/२०२५-२६. कामाचे नाव : निविदा क्रमांक सी.ई.१४/टीआयडी/एससी/५१/२०२५-२६ : सिकंदराबाद विभागातील ट्रॅक्शन डिस्ट्रिब्युशन (ओएचई/पीएसआय) उपकरणांची वार्षिक देखभाल व दुरुस्ती. — [1063, 914, 1270, 976]
sahakar-photo — [1128, 133, 1491, 307]
tender-para: निविदा बंद होण्याची तारीख/वेळ : ०९.०१.२०२६ रोजी १५:०० वाजता. निविदा दस्तऐवज http://ireps.gov.in या वेबसाइटवर नि:शुल्क उपलब्ध आहेत. — [1276, 1872, 1488, 1909]
cr-a-signoff: वरिष्ठ डीएमएम/एसयुआर — [568, 1754, 640, 1764]
person-figure — [610, 344, 648, 433]
visa-country: Qatar (Doha) — [278, 2223, 334, 2235]
cr-c-signoff: वरिष्ठ मंडल वाणिज्य व्यवस्थापक, सोलापूर — [578, 2284, 640, 2305]
vehicle-window — [1413, 255, 1473, 270]
person-figure — [350, 389, 388, 434]
photo-banner-text: आंगणवाडी — [313, 173, 364, 188]
lead-body-1: सिद्धी शुगर कारखान्याचे मार्गदर्शक तथा आधारस्तंभ आदरणीय श्री. बाळासाहेबजी जाधव साहेब (माजी मंत्री महाराष्ट्र राज्य) यांच्या वाढदिवसानिमित्त १० डिसेंबर २०२५ रोजी सिद्धी शुगर अँड अलाईड इंडस्ट्रीज लि., उजना व धन्वंतरी आयुर्वेदिक मेडिकल कॉलेज अँड चॅरिटेबल हॉस्पिटल यांच्या संयुक्त विद्यमाने तथा लॉयन्स नेत्र रुग्णालय, जिल्हा अंधत्व निवारण समिती, उदगीर आणि मोहनराव पाटील कॉलेज ऑफ बी.एस.सी. नर्सिंग, शिरुर ताजबंद यांच्या सहकार्याने ऊस तोड / वाहतूक मजूर व कामगारांसाठी मोफत सर्व रोग निदान व औषधोपचार शिबीराचे आयोजन करण्यात आले होते. शिबीरात मोफत नेत्र रोग तपासणी तथा मोतीबिंदू व तिरळेपणा तपासणी शिबीर महत्त्वाचे ठरले. सदरील शिबीरातील सहभागामुळे कारखाना परिसरातील मोफत लाभ घेणाऱ्यांची संख्या लक्षणीय होती. या शिबीरामध्ये वातविकार, श्वासविकार, पोटाचे विकार यांसारख्या विविध आजारांची मोफत तपासणी करून औषधोपचार करण्यात आले. त्वचा विकार व अन्य विकारांवर तज्ज्ञ डॉक्टरांकडून मार्गदर्शन करण्यात आले. जिवन शैलीजन्य रोगांची व्याप्ती, लठ्ठपणा, उच्चरक्तदाब, आयुर्वेदिक दिनचर्या याबाबत आहारतज्ज्ञांनी मार्गदर्शन केले. शरीरातील वात, पित्त, कफ यांच्या असंतुलनामुळे होणारे आजार व त्यावर या शिबीरात मार्गदर्शन करण्यात आले. यावेळी — [23, 160, 251, 361]
gharbasalya-ad — [257, 1187, 488, 1607]
more-tenders-box — [1276, 2308, 1488, 2375]
visa-country: Saudi Arabia — [278, 2180, 334, 2191]
scr-follow-body: अद्ययावत माहितीसाठी ट्विटरवर @SCRailwayindia ला फॉलो करा. दक्षिण मध्य रेल्वेच्या निविदा सूचनांच्या नवीनतम अपडेटसाठी आमच्या www.scr.indianrailways.gov.in या वेबसाइटला भेट द्या — [1344, 746, 1480, 810]
varma-jewellers-ad — [257, 1936, 488, 2148]
varma-subname: ज्वेलर्स — [265, 2020, 314, 2043]
candle-body — [287, 1273, 301, 1313]
tender-para: ६) निविदा सादरीकरण कालावधीत मुद्रांक शुल्क व अन्य शासकीय करांसंबंधीचे नियम लागू राहतील. वरिष्ठ विभागीय विद्युत अभियंता/टीआयडी/सिकंदराबाद. — [1276, 1044, 1488, 1081]
tender-para: ४) सर्व संभाव्य निविदाकारांनी निविदा भरण्यापूर्वी आपले GSTIN व पॅन तपशील अचूक नोंदवावेत. चुकीच्या तपशिलांमुळे निविदा अपात्र ठरू शकते. — [871, 1455, 1057, 1491]
bullet-icon: ▪ — [1189, 29, 1194, 44]
tender-para: ३) निविदा ऑनलाइन पद्धतीनेच सादर कराव्यात. कोणत्याही परिस्थितीत कागदी/मॅन्युअल निविदा स्वीकारल्या जाणार नाहीत. उशिरा प्राप्त निविदांचा विचार केला जाणार नाही. — [871, 1398, 1057, 1448]
tender-para: २) निविदा प्रक्रियेत सहभागी होण्यासाठी निविदाकारांनी IREPS वेबसाइट www.ireps.gov.in वर नोंदणी करणे आवश्यक आहे. नोंदणीसाठी वर्ग-III डिजिटल स्वाक्षरी प्रमाणपत्र आवश्यक राहील. — [871, 1342, 1057, 1392]
cr-a-category: वस्तू, उत्पादन आणि पुरवठा — [520, 1361, 620, 1373]
tender-para: अनु. क्रमांक : ०१ एच.आयटी क्रमांक : सी.ई.२१/टीआयडी/एससी/५३/२०२५-२६. कामाचे नाव : एससी विभागातील ओएचई/पीएसआय (OHE/PSI) पुरवठा उपकेंद्रांची देखभाल. अंदाजित किंमत : ₹ १,०८,४७,६५४.०० कालावधी : १२ महिने. — [1276, 1816, 1488, 1866]
am-xerox-title: Digital Colour Xerox — [400, 1618, 479, 1684]
scr-columnD-signoff: वरिष्ठ विभागीय विद्युत अभियंता/ टीआयडी/ सिकंदराबाद. — [1090, 2310, 1270, 2320]
candle-image — [266, 1241, 324, 1321]
nita-email: Email : nitaelectricals@gmail.com — [57, 1707, 216, 1719]
ad-code-a1991 — [1063, 2341, 1100, 2354]
masthead-tagline: आपलं दैनिक... आपलं व्यासपीठ... — [265, 47, 406, 60]
varma-name: व्हि. पी. वर्मा — [265, 1963, 332, 2018]
cr-c-body: १) भारताच्या राष्ट्रपतींच्या वतीने वरिष्ठ मंडल वाणिज्य व्यवस्थापक, मध्य रेल्वे, सोलापूर हे खालील कामांसाठी ई-निविदा आमंत्रित करीत आहेत : SUR-CATG-25-26 : सोलापूर विभागातील स्थानकांवर केटरिंग स्टॉल्सचे वाटप. २) SUR-MPS-2025-6 : सोलापूर स्थानकावर मल्टी पर्पज स्टॉलचे वाटप. ३) निविदा दस्तऐवज www.ireps.gov.in या वेबसाइटवर दिनांक १२.१२.२०२५ पासून उपलब्ध आहेत. ४) निविदा बंद होण्याची तारीख : ०९.०१.२०२६ रोजी १५.०० वाजता. ५) कोणत्याही परिस्थितीत उशिरा आलेल्या निविदा स्वीकारल्या जाणार नाहीत. ६) शुद्धिपत्रके केवळ वेबसाइटवर प्रसिद्ध केली जातील. अधिक माहितीसाठी http://www.ireps.gov.in या वेबसाइटला भेट द्या. — [500, 1925, 640, 2115]
avishkar-subhead: चार परितोषिकांवर दयानंद फार्मसीचे नाव कोरले — [294, 845, 598, 867]
cmyk-k: K — [38, 7, 46, 18]
central-railway-box-a — [493, 1325, 647, 1813]
registration-mark-icon: ⊕ — [1497, 1210, 1509, 1225]
zaki-phone: Ph: 02382-259950 मो.: 8657173593 - 7385816592 — [267, 2340, 478, 2350]
visa-country: Air Ticket — [278, 2252, 320, 2263]
gharbasalya-other-cities: सोलापूर : 7058624444 नांदेड - 9156024444 — [274, 1473, 471, 1486]
tender-para: ६) कोणतेही कारण न देता निविदा रद्द करण्याचा अधिकार रेल्वे प्रशासन राखून ठेवते. ७) अधिक माहितीसाठी http://ireps.gov.in येथे भेट द्या. — [1063, 1230, 1270, 1267]
etender-header-line2: (http://ireps.gov.in द्वारे) — [1354, 841, 1451, 852]
nita-logo-letter: N — [45, 1622, 65, 1652]
reader-notice-title: वाचकांसाठी सूचना — [81, 1862, 193, 1881]
scr-tender-column-0 — [871, 1192, 1057, 2344]
varma-phone-2: 9028370870 — [407, 2076, 479, 2091]
tender-para: ३) निविदा अटी/शर्तींच्या तपशिलांसाठी कृपया IREPS वेबसाइट पहावी. कागदी निविदा कोणत्याही परिस्थितीत स्वीकारल्या जाणार नाहीत. — [1063, 1125, 1270, 1162]
avishkar-body-1: स्वामी रामानंद तीर्थ मराठवाडा विद्यापीठ, नांदेड तर्फे आयोजित विद्यापीठस्तरीय आविष्कार २०२५–२०२६ या स्पर्धेत दयानंद फार्मसी महाविद्यालयाच्या विद्यार्थ्यांनी उल्लेखनीय कामगिरी करत घवघवीत यश संपादन केले. ही स्पर्धा विद्यापीठातील स्कूल ऑफ मॅथेमॅटिकल सायन्सेस, नांदेड येथे आयोजित करण्यात आली होती. विविध महाविद्यालयांतील सहभाग नोंदवलेल्या या प्रतिष्ठित स्पर्धेत दयानंद कॉलेज ऑफ फार्मसीच्या बी.जे. आणि पी.जी. गटांतील विद्यार्थ्यांनी चमकदार कामगिरी केली. — [23, 879, 224, 968]
central-railway-box-b — [653, 1187, 865, 1813]
nita-address-3: (M.S.) Ph. 02382-257290 — [23, 1826, 168, 1841]
bullet-icon: ◆ — [269, 2223, 277, 2235]
etender-header-line2: (http://ireps.gov.in द्वारे) — [1334, 1748, 1430, 1760]
tender-para: ४) सर्व संभाव्य निविदाकारांना सूचित करण्यात येते की, निविदा भरण्यापूर्वी त्यांनी आपले GSTIN तपशील अचूक नोंदवावेत. — [1063, 1168, 1270, 1193]
am-xerox-ad — [257, 1611, 488, 1932]
masthead-email: email.sarathisamachar786@gmail.com — [1197, 46, 1434, 61]
gharbasalya-brand: बिरुदत्ता हाईट्स — [304, 1396, 441, 1424]
avishkar-subhead-box — [166, 841, 726, 870]
change-of-name-body: I HAVE CHANGE MY NAME FROM SIDDIQUI MATEEN AHEMED MAQBOOL AHEMED TO SIDDIQUI MATEEN AHMED MAKBOOL AHMED HENCE FOR THIS DECLERETION AND WILL BE KNOWN BY THIS NAME I WILL USE SIDDIQUI MATEEN AHMED MAKBOOL AHMED IN FUTURE THE SAME NAME WILL BE USED BY MY WIFE, CHILDREN AND FAMILY. — [879, 878, 1049, 1019]
person-figure — [282, 344, 320, 433]
scr-tender-column-e-top — [1276, 870, 1488, 1724]
jilha-headline-3: डॉ. नागोराव कुंभार — [71, 1240, 203, 1263]
etender-header-colD — [1063, 830, 1270, 862]
sahakar-headline-1: सहकार मंत्री पाटील यांनी मध्यरात्री दिलेली भेट — [1011, 76, 1393, 102]
candle-flame — [289, 1255, 299, 1272]
masthead-contact — [1189, 29, 1433, 64]
avishkar-column-3: वेळमटे यांनी काम पाहिले असून, विजेत्या विद्यार्थ्यांना प्राचार्य डॉ. आर.ए. सातारकर, डॉ. बालाजी शेळके यांचे मार्गदर्शन लाभले. या चमकदार यशाबद्दल दयानंद शिक्षण संस्थेचे अध्यक्ष लक्ष्मीरमण लाहोटी, उपाध्यक्ष रामेश्वर सोमानी, सचिव रमेश बियाणी, कोषाध्यक्ष व सहाय्यक सचिव बाळकृष्ण लाहोटी, सहाय्यक सचिव विजयकुमार दौड यांनी विद्यार्थ्यांचे आणि मार्गदर्शक प्राध्यापकांचे अभिनंदन केले. — [440, 879, 641, 957]
bullet-icon: ◆ — [269, 2238, 277, 2249]
tender-para: अंदाजित किंमत : ₹ १,५२,९७,७८८.०० काम पूर्ण करण्याचा कालावधी : १२ महिने. बयाणा रक्कम (EMD) : शून्य. निविदा बंद होण्याची तारीख/वेळ : ०९.०१.२०२६ रोजी १५:०० वाजता. — [1063, 982, 1270, 1019]
nita-address-1: Kamdar Road, Hanuman — [23, 1791, 172, 1806]
dateline-city: लातूर, गुरुवार — [627, 36, 708, 54]
